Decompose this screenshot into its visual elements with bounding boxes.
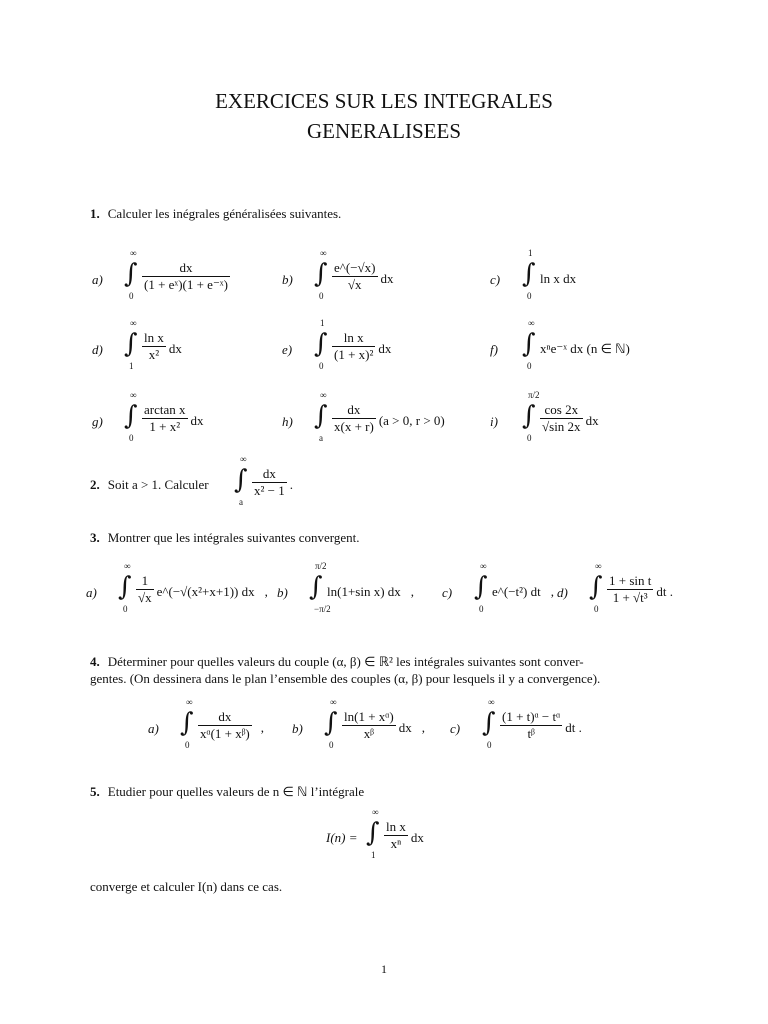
ex4-item-1-denominator: xᵝ xyxy=(363,726,374,741)
exercise-5-number: 5. xyxy=(90,784,100,799)
ex1-item-4-denominator: (1 + x)² xyxy=(334,347,374,362)
ex1-item-5-integrand: xⁿe⁻ˣ dx (n ∈ ℕ) xyxy=(540,341,630,356)
ex4-item-0-numerator: dx xyxy=(198,709,252,726)
ex1-item-5-integral-sign: ∫ xyxy=(522,329,536,359)
ex1-item-0-lower-limit: 0 xyxy=(129,291,134,301)
ex2-integrand: . xyxy=(289,477,293,492)
ex3-item-1-integrand: ln(1+sin x) dx xyxy=(327,584,401,599)
exercise-3-number: 3. xyxy=(90,530,100,545)
ex1-item-8-numerator: cos 2x xyxy=(540,402,583,419)
ex1-item-1-upper-limit: ∞ xyxy=(320,248,327,258)
ex4-item-2-integrand: dt . xyxy=(565,720,582,735)
exercise-2-text: Soit a > 1. Calculer xyxy=(107,477,209,492)
ex4-item-0-separator: , xyxy=(260,720,264,735)
ex1-item-4-upper-limit: 1 xyxy=(320,318,325,328)
ex3-item-3-numerator: 1 + sin t xyxy=(609,573,652,588)
ex3-item-1-upper-limit: π/2 xyxy=(315,561,327,571)
ex1-item-1-denominator: √x xyxy=(347,277,362,292)
ex1-item-7-lower-limit: a xyxy=(319,433,323,443)
ex5-upper-limit: ∞ xyxy=(372,807,379,817)
ex5-numerator: ln x xyxy=(386,819,406,834)
ex1-item-7-label: h) xyxy=(282,414,293,429)
ex1-item-4-lower-limit: 0 xyxy=(319,361,324,371)
ex5-integrand: dx xyxy=(410,830,424,845)
ex1-item-6-integrand: dx xyxy=(190,413,204,428)
exercise-5-text: Etudier pour quelles valeurs de n ∈ ℕ l’intégrale xyxy=(107,784,365,799)
ex4-item-2-numerator: (1 + t)ᵅ − tᵅ xyxy=(502,709,561,724)
ex1-item-2-lower-limit: 0 xyxy=(527,291,532,301)
ex3-item-0-separator: , xyxy=(264,584,268,599)
exercise-4-number: 4. xyxy=(90,654,100,669)
ex4-item-0-label: a) xyxy=(148,721,159,736)
ex4-item-0-lower-limit: 0 xyxy=(185,740,190,750)
ex3-item-3-integrand: dt . xyxy=(656,584,673,599)
ex4-item-1-label: b) xyxy=(292,721,303,736)
ex1-item-0-denominator: (1 + eˣ)(1 + e⁻ˣ) xyxy=(144,277,228,292)
ex1-item-6-label: g) xyxy=(92,414,103,429)
ex1-item-3-denominator: x² xyxy=(148,347,160,362)
ex3-item-0-upper-limit: ∞ xyxy=(124,561,131,571)
ex1-item-0-upper-limit: ∞ xyxy=(130,248,137,258)
ex4-item-2-lower-limit: 0 xyxy=(487,740,492,750)
ex1-item-2-integrand: ln x dx xyxy=(540,271,577,286)
ex1-item-8-integrand: dx xyxy=(585,413,599,428)
ex1-item-3-numerator: ln x xyxy=(144,330,164,345)
ex1-item-8-lower-limit: 0 xyxy=(527,433,532,443)
ex5-lower-limit: 1 xyxy=(371,850,376,860)
ex1-item-1-label: b) xyxy=(282,272,293,287)
ex1-item-4-fraction xyxy=(332,330,375,363)
ex3-item-0-integral-sign: ∫ xyxy=(118,572,132,602)
ex1-item-8-upper-limit: π/2 xyxy=(528,390,540,400)
ex1-item-5-upper-limit: ∞ xyxy=(528,318,535,328)
ex1-item-0-label: a) xyxy=(92,272,103,287)
ex1-item-8-fraction xyxy=(540,402,583,435)
ex4-item-1-upper-limit: ∞ xyxy=(330,697,337,707)
ex4-item-2-integral-sign: ∫ xyxy=(482,708,496,738)
ex1-item-7-denominator: x(x + r) xyxy=(334,419,374,434)
ex1-item-3-integral-sign: ∫ xyxy=(124,329,138,359)
exercise-3-statement xyxy=(90,530,360,546)
ex1-item-4-numerator: ln x xyxy=(332,330,375,347)
ex5-integral-sign: ∫ xyxy=(366,818,380,848)
ex3-item-2-separator: , xyxy=(550,584,554,599)
ex1-item-4-integrand: dx xyxy=(378,341,392,356)
ex5-lhs: I(n) = xyxy=(326,830,358,845)
exercise-4-statement-line-1 xyxy=(90,654,584,670)
ex3-item-2-label: c) xyxy=(442,585,453,600)
ex4-item-1-numerator: ln(1 + xᵅ) xyxy=(344,709,394,724)
ex1-item-6-denominator: 1 + x² xyxy=(149,419,181,434)
ex1-item-5-label: f) xyxy=(490,342,498,357)
ex3-item-2-upper-limit: ∞ xyxy=(480,561,487,571)
exercise-3-text: Montrer que les intégrales suivantes convergent. xyxy=(107,530,360,545)
ex5-denominator: xⁿ xyxy=(390,836,402,851)
ex1-item-6-numerator: arctan x xyxy=(144,402,186,417)
ex3-item-1-integral-sign: ∫ xyxy=(309,572,323,602)
exercise-4-statement-line-2: gentes. (On dessinera dans le plan l’ensemble des couples (α, β) pour lesquels il y a convergence). xyxy=(90,671,601,686)
ex3-item-0-denominator: √x xyxy=(138,590,152,605)
ex4-item-0-integral-sign: ∫ xyxy=(180,708,194,738)
ex1-item-5-lower-limit: 0 xyxy=(527,361,532,371)
ex4-item-1-fraction xyxy=(342,709,396,742)
ex1-item-3-label: d) xyxy=(92,342,103,357)
ex3-item-0-label: a) xyxy=(86,585,97,600)
ex4-item-1-lower-limit: 0 xyxy=(329,740,334,750)
ex1-item-3-lower-limit: 1 xyxy=(129,361,134,371)
ex3-item-3-upper-limit: ∞ xyxy=(595,561,602,571)
ex2-upper-limit: ∞ xyxy=(240,454,247,464)
ex2-denominator: x² − 1 xyxy=(254,483,285,498)
ex2-integral-sign: ∫ xyxy=(234,465,248,495)
ex1-item-3-fraction xyxy=(142,330,166,363)
ex1-item-8-denominator: √sin 2x xyxy=(542,419,581,434)
ex3-item-1-separator: , xyxy=(410,584,415,599)
ex3-item-3-denominator: 1 + √t³ xyxy=(612,590,648,605)
exercise-1-statement xyxy=(90,206,341,222)
title-line-2: GENERALISEES xyxy=(307,119,461,143)
ex3-item-2-lower-limit: 0 xyxy=(479,604,484,614)
ex2-numerator: dx xyxy=(252,466,287,483)
ex1-item-2-integral-sign: ∫ xyxy=(522,259,536,289)
exercise-4-text-1: Déterminer pour quelles valeurs du couple (α, β) ∈ ℝ² les intégrales suivantes sont conver- xyxy=(107,654,584,669)
ex1-item-0-numerator: dx xyxy=(142,260,230,277)
ex4-item-0-fraction xyxy=(198,709,252,742)
ex3-item-1-label: b) xyxy=(277,585,288,600)
ex1-item-1-fraction xyxy=(332,260,378,293)
ex1-item-6-fraction xyxy=(142,402,188,435)
ex1-item-4-label: e) xyxy=(282,342,293,357)
ex4-item-2-fraction xyxy=(500,709,562,742)
ex1-item-3-integrand: dx xyxy=(168,341,182,356)
ex1-item-1-integrand: dx xyxy=(380,271,394,286)
ex4-item-1-separator: , xyxy=(421,720,425,735)
ex1-item-2-label: c) xyxy=(490,272,501,287)
ex3-item-3-label: d) xyxy=(557,585,568,600)
ex3-item-1-lower-limit: −π/2 xyxy=(314,604,331,614)
ex1-item-7-upper-limit: ∞ xyxy=(320,390,327,400)
ex4-item-2-denominator: tᵝ xyxy=(527,726,535,741)
ex3-item-0-integrand: e^(−√(x²+x+1)) dx xyxy=(156,584,255,599)
ex4-item-0-denominator: xᵅ(1 + xᵝ) xyxy=(200,726,250,741)
ex1-item-8-integral-sign: ∫ xyxy=(522,401,536,431)
exercise-1-number: 1. xyxy=(90,206,100,221)
ex3-item-3-integral-sign: ∫ xyxy=(589,572,603,602)
ex3-item-0-lower-limit: 0 xyxy=(123,604,128,614)
ex3-item-0-fraction xyxy=(136,573,154,606)
ex1-item-7-integral-sign: ∫ xyxy=(314,401,328,431)
ex1-item-7-fraction xyxy=(332,402,376,435)
ex1-item-0-fraction xyxy=(142,260,230,293)
page-number: 1 xyxy=(381,962,387,976)
ex3-item-2-integrand: e^(−t²) dt xyxy=(492,584,541,599)
ex5-fraction xyxy=(384,819,408,852)
ex1-item-7-numerator: dx xyxy=(332,402,376,419)
title-line-1: EXERCICES SUR LES INTEGRALES xyxy=(215,89,553,113)
ex1-item-1-integral-sign: ∫ xyxy=(314,259,328,289)
ex4-item-0-upper-limit: ∞ xyxy=(186,697,193,707)
ex1-item-4-integral-sign: ∫ xyxy=(314,329,328,359)
exercise-2-number: 2. xyxy=(90,477,100,492)
exercise-1-text: Calculer les inégrales généralisées suivantes. xyxy=(107,206,342,221)
exercise-2-statement xyxy=(90,477,209,493)
ex3-item-3-lower-limit: 0 xyxy=(594,604,599,614)
ex1-item-6-integral-sign: ∫ xyxy=(124,401,138,431)
ex2-lower-limit: a xyxy=(239,497,243,507)
ex4-item-2-label: c) xyxy=(450,721,461,736)
ex3-item-0-numerator: 1 xyxy=(136,573,154,590)
ex3-item-2-integral-sign: ∫ xyxy=(474,572,488,602)
ex1-item-1-lower-limit: 0 xyxy=(319,291,324,301)
ex4-item-1-integral-sign: ∫ xyxy=(324,708,338,738)
ex1-item-2-upper-limit: 1 xyxy=(528,248,533,258)
ex1-item-6-upper-limit: ∞ xyxy=(130,390,137,400)
exercise-5-statement xyxy=(90,784,364,800)
ex3-item-3-fraction xyxy=(607,573,653,606)
ex1-item-0-integral-sign: ∫ xyxy=(124,259,138,289)
ex1-item-8-label: i) xyxy=(490,414,498,429)
exercise-5-conclusion: converge et calculer I(n) dans ce cas. xyxy=(90,879,283,894)
ex1-item-3-upper-limit: ∞ xyxy=(130,318,137,328)
ex4-item-2-upper-limit: ∞ xyxy=(488,697,495,707)
ex1-item-1-numerator: e^(−√x) xyxy=(334,260,376,275)
ex1-item-7-integrand: (a > 0, r > 0) xyxy=(378,413,445,428)
ex1-item-6-lower-limit: 0 xyxy=(129,433,134,443)
ex4-item-1-integrand: dx xyxy=(398,720,412,735)
ex2-fraction xyxy=(252,466,287,499)
